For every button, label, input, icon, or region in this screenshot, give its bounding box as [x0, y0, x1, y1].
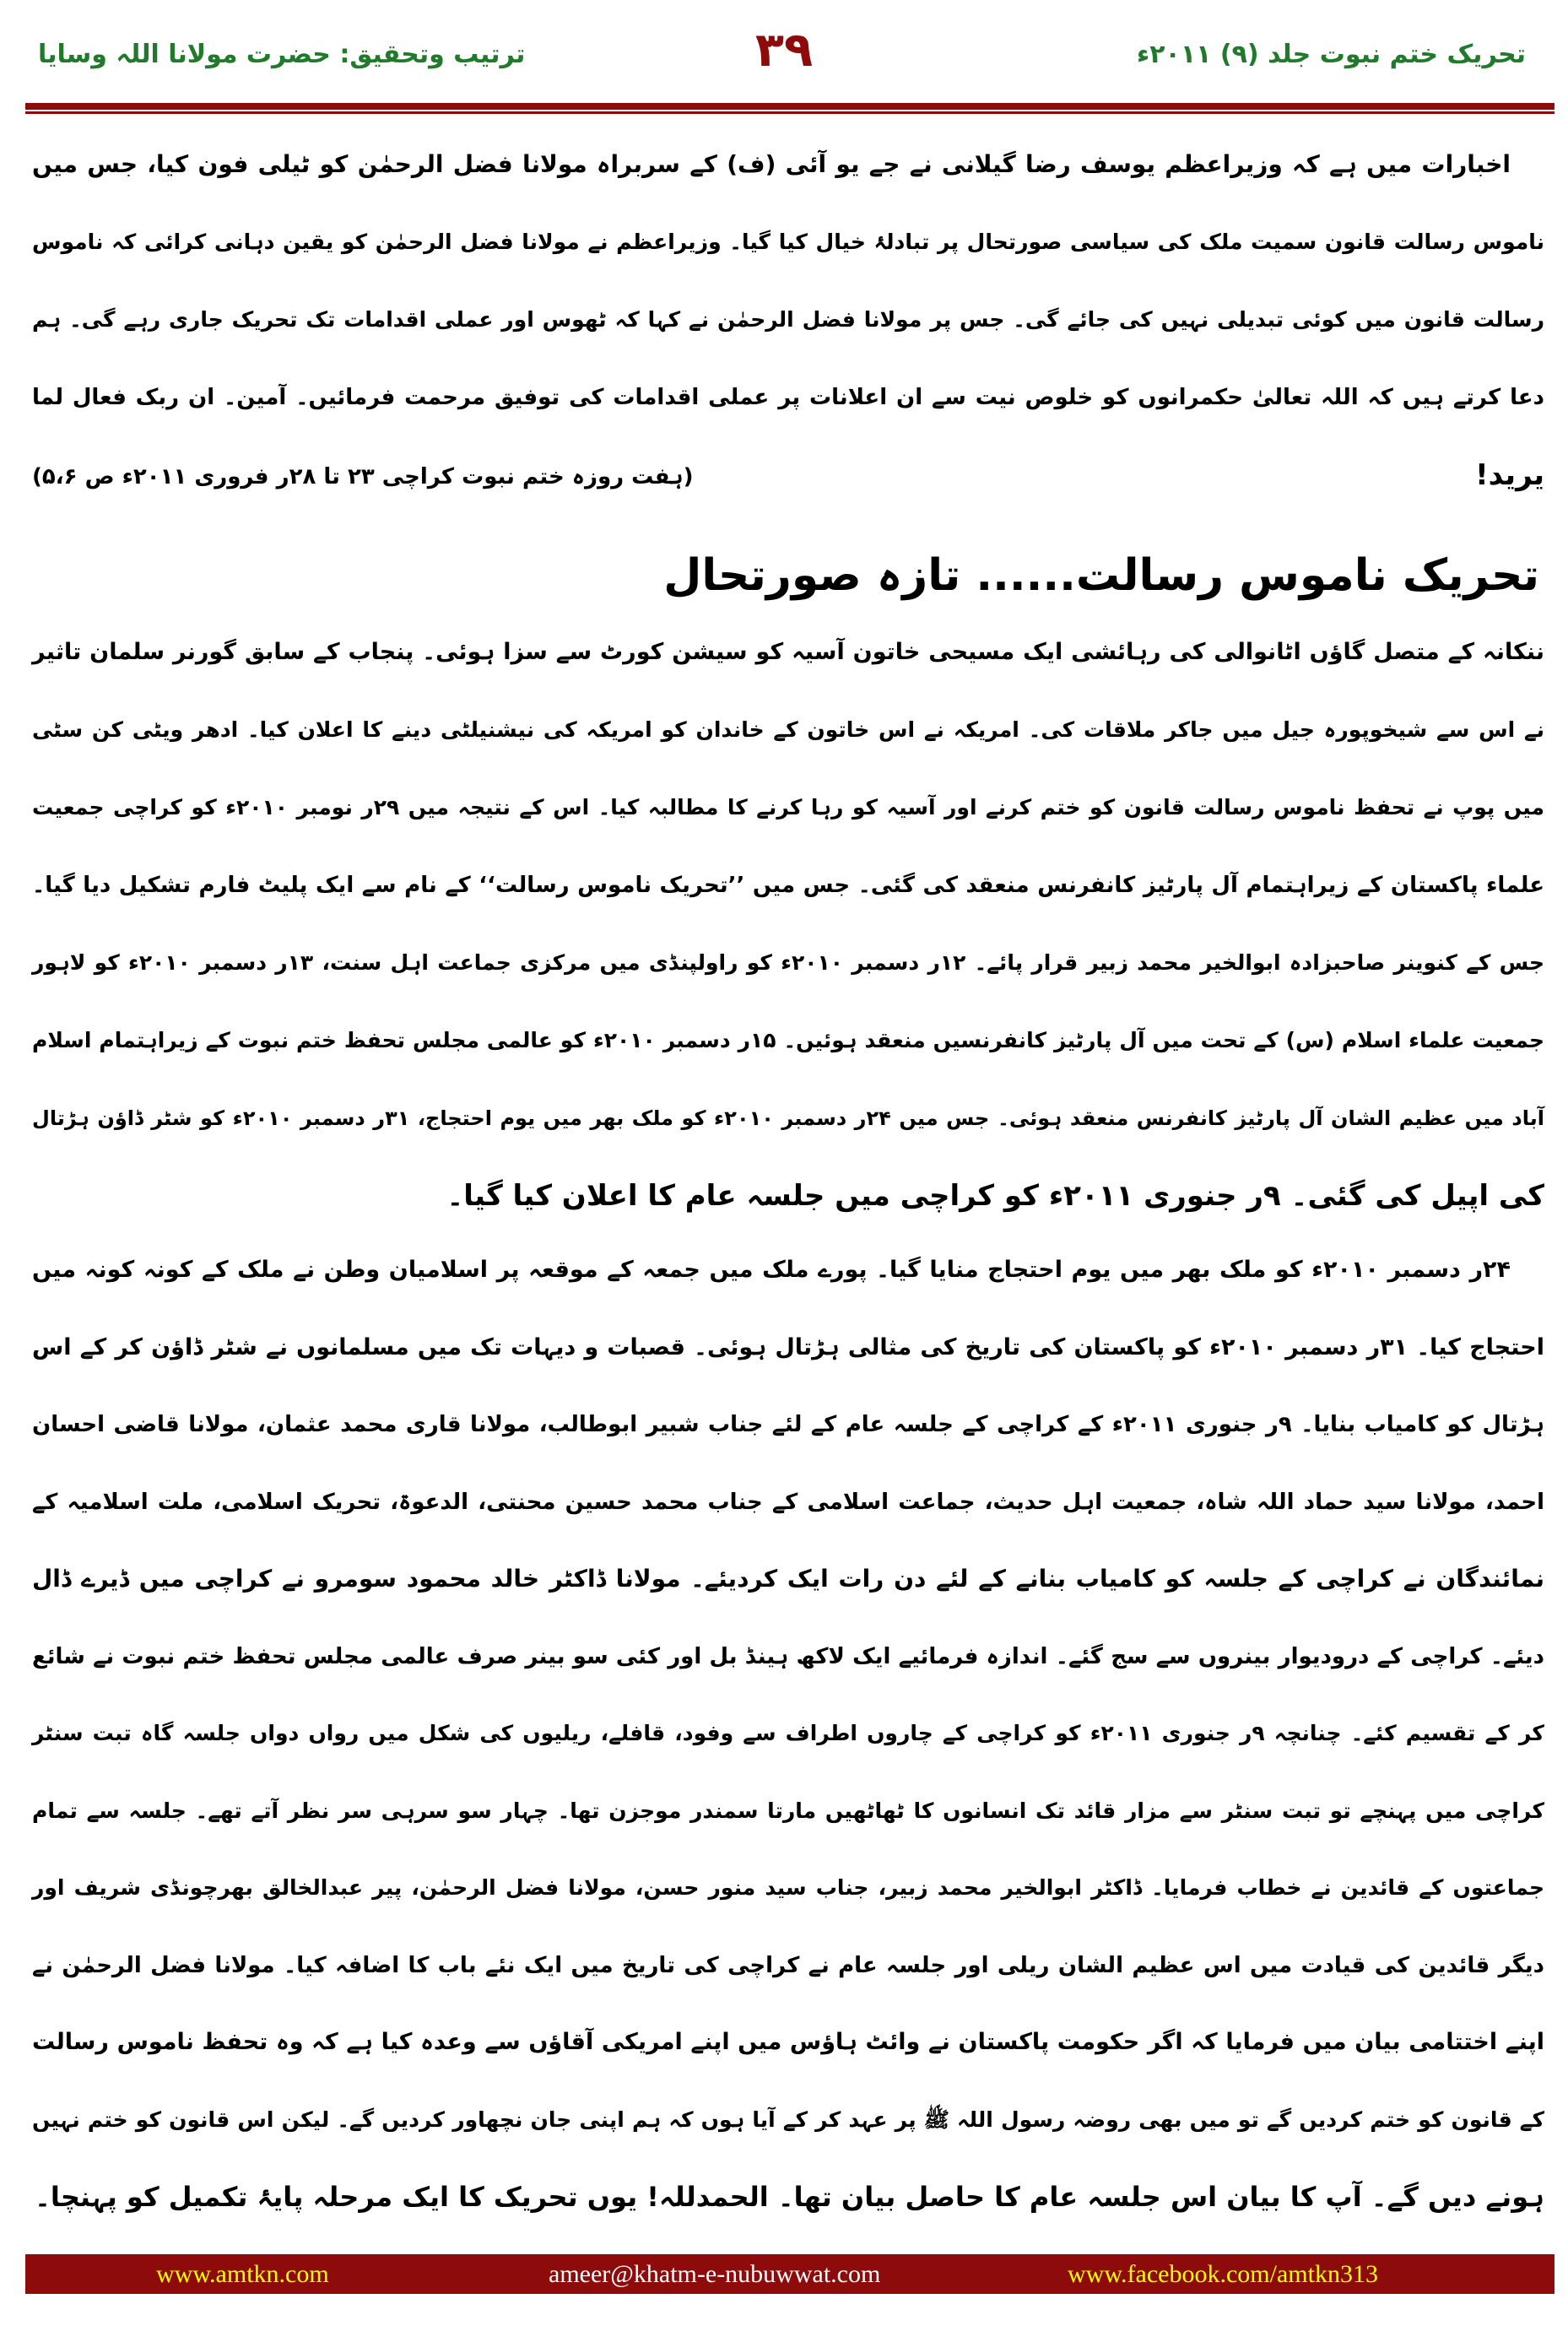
p3-line: ہونے دیں گے۔ آپ کا بیان اس جلسہ عام کا حاصل بیان تھا۔ الحمدللہ! یوں تحریک کا ایک مرحلہ پایۂ تکمیل کو پہنچا۔	[35, 2181, 1544, 2213]
p3-line: اپنے اختتامی بیان میں فرمایا کہ اگر حکومت پاکستان نے وائٹ ہاؤس میں اپنے امریکی آقاؤں سے وعدہ کیا ہے کہ وہ تحفظ ناموس رسالت	[32, 2029, 1544, 2055]
citation: (ہفت روزہ ختم نبوت کراچی ۲۳ تا ۲۸ر فروری ۲۰۱۱ء ص ۵،۶)	[32, 464, 694, 489]
p3-line: جماعتوں کے قائدین نے خطاب فرمایا۔ ڈاکٹر ابوالخیر محمد زبیر، جناب سید منور حسن، مولانا فضل الرحمٰن، پیر عبدالخالق بھرچونڈی شریف اور	[32, 1875, 1544, 1900]
p3-line: ۲۴ر دسمبر ۲۰۱۰ء کو ملک بھر میں یوم احتجاج منایا گیا۔ پورے ملک میں جمعہ کے موقعہ پر اسلامیان وطن نے ملک کے کونہ کونہ میں	[32, 1257, 1511, 1283]
p2-line: نے اس سے شیخوپورہ جیل میں جاکر ملاقات کی۔ امریکہ نے اس خاتون کے خاندان کو امریکہ کی نیشنیلٹی دینے کا اعلان کیا۔ ادھر ویٹی کن سٹی	[32, 717, 1544, 742]
p3-line: نمائندگان نے کراچی کے جلسہ کو کامیاب بنانے کے لئے دن رات ایک کردیئے۔ مولانا ڈاکٹر خالد محمود سومرو نے کراچی میں ڈیرے ڈال	[32, 1565, 1544, 1593]
p3-line: کے قانون کو ختم کردیں گے تو میں بھی روضہ رسول اللہ ﷺ پر عہد کر کے آیا ہوں کہ ہم اپنی جان نچھاور کردیں گے۔ لیکن اس قانون کو ختم نہیں	[32, 2107, 1544, 2132]
p2-line: جس کے کنوینر صاحبزادہ ابوالخیر محمد زبیر قرار پائے۔ ۱۲ر دسمبر ۲۰۱۰ء کو راولپنڈی میں مرکزی جماعت اہل سنت، ۱۳ر دسمبر ۲۰۱۰ء کو لاہور	[32, 950, 1544, 975]
p2-line: کی اپیل کی گئی۔ ۹ر جنوری ۲۰۱۱ء کو کراچی میں جلسہ عام کا اعلان کیا گیا۔	[446, 1179, 1544, 1213]
p1-line: دعا کرتے ہیں کہ اللہ تعالیٰ حکمرانوں کو خلوص نیت سے ان اعلانات پر عملی اقدامات کی توفیق مرحمت فرمائیں۔ آمین۔ ان ربک فعال لما	[32, 385, 1544, 410]
p2-line: آباد میں عظیم الشان آل پارٹیز کانفرنس منعقد ہوئی۔ جس میں ۲۴ر دسمبر ۲۰۱۰ء کو ملک بھر میں یوم احتجاج، ۳۱ر دسمبر ۲۰۱۰ء کو شٹر ڈاؤن ہڑتال	[32, 1106, 1544, 1130]
p3-line: ہڑتال کو کامیاب بنایا۔ ۹ر جنوری ۲۰۱۱ء کے کراچی کے جلسہ عام کے لئے جناب شبیر ابوطالب، مولانا قاری محمد عثمان، مولانا قاضی احسان	[32, 1412, 1544, 1437]
p3-line: کراچی میں پہنچے تو تبت سنٹر سے مزار قائد تک انسانوں کا ٹھاٹھیں مارتا سمندر موجزن تھا۔ چہار سو سرہی سر نظر آتے تھے۔ جلسہ سے تمام	[32, 1798, 1544, 1823]
p2-line: ننکانہ کے متصل گاؤں اٹانوالی کی رہائشی ایک مسیحی خاتون آسیہ کو سیشن کورٹ سے سزا ہوئی۔ پنجاب کے سابق گورنر سلمان تاثیر	[32, 639, 1544, 665]
p3-line: دیئے۔ کراچی کے درودیوار بینروں سے سج گئے۔ اندازہ فرمائیے ایک لاکھ ہینڈ بل اور کئی سو بینر صرف عالمی مجلس تحفظ ختم نبوت نے شائع	[32, 1643, 1544, 1669]
p3-line: احمد، مولانا سید حماد اللہ شاہ، جمعیت اہل حدیث، جماعت اسلامی کے جناب محمد حسین محنتی، الدعوۃ، تحریک اسلامی، ملت اسلامیہ کے	[32, 1489, 1544, 1515]
header-divider-thin	[25, 111, 1554, 114]
footer-facebook-link[interactable]: www.facebook.com/amtkn313	[1068, 2260, 1378, 2288]
p1-line: رسالت قانون میں کوئی تبدیلی نہیں کی جائے گی۔ جس پر مولانا فضل الرحمٰن نے کہا کہ ٹھوس اور عملی اقدامات تک تحریک جاری رہے گی۔ ہم	[32, 307, 1544, 332]
p3-line: کر کے تقسیم کئے۔ چنانچہ ۹ر جنوری ۲۰۱۱ء کو کراچی کے چاروں اطراف سے وفود، قافلے، ریلیوں کی شکل میں رواں دواں جلسہ گاہ تبت سنٹر	[32, 1721, 1544, 1745]
p1-line: ناموس رسالت قانون سمیت ملک کی سیاسی صورتحال پر تبادلۂ خیال کیا گیا۔ وزیراعظم نے مولانا فضل الرحمٰن کو یقین دہانی کرائی کہ ناموس	[32, 230, 1544, 254]
p2-line: میں پوپ نے تحفظ ناموس رسالت قانون کو ختم کرنے اور آسیہ کو رہا کرنے کا مطالبہ کیا۔ اس کے نتیجہ میں ۲۹ر نومبر ۲۰۱۰ء کو کراچی جمعیت	[32, 795, 1544, 819]
footer-email-link[interactable]: ameer@khatm-e-nubuwwat.com	[549, 2260, 881, 2288]
book-title: تحریک ختم نبوت جلد (۹) ۲۰۱۱ء	[1136, 40, 1526, 69]
compiler-credit: ترتیب وتحقیق: حضرت مولانا اللہ وسایا	[38, 40, 526, 69]
p1-line: یرید!	[1475, 458, 1544, 492]
page-number: ۳۹	[754, 23, 814, 78]
footer-website-link[interactable]: www.amtkn.com	[156, 2260, 329, 2288]
p2-line: علماء پاکستان کے زیراہتمام آل پارٹیز کانفرنس منعقد کی گئی۔ جس میں ’’تحریک ناموس رسالت‘‘ کے نام سے ایک پلیٹ فارم تشکیل دیا گیا۔	[32, 873, 1544, 898]
p3-line: احتجاج کیا۔ ۳۱ر دسمبر ۲۰۱۰ء کو پاکستان کی تاریخ کی مثالی ہڑتال ہوئی۔ قصبات و دیہات تک میں مسلمانوں نے شٹر ڈاؤن کر کے اس	[32, 1333, 1544, 1360]
p2-line: جمعیت علماء اسلام (س) کے تحت میں آل پارٹیز کانفرنسیں منعقد ہوئیں۔ ۱۵ر دسمبر ۲۰۱۰ء کو عالمی مجلس تحفظ ختم نبوت کے زیراہتمام اسلام	[32, 1028, 1544, 1052]
p3-line: دیگر قائدین کی قیادت میں اس عظیم الشان ریلی اور جلسہ عام نے کراچی کی تاریخ میں ایک نئے باب کا اضافہ کیا۔ مولانا فضل الرحمٰن نے	[32, 1952, 1544, 1978]
section-heading: تحریک ناموس رسالت...... تازہ صورتحال	[663, 550, 1539, 601]
header-divider	[25, 103, 1554, 110]
p1-line: اخبارات میں ہے کہ وزیراعظم یوسف رضا گیلانی نے جے یو آئی (ف) کے سربراہ مولانا فضل الرحمٰن کو ٹیلی فون کیا، جس میں	[32, 150, 1511, 178]
footer-bar	[25, 2254, 1554, 2294]
